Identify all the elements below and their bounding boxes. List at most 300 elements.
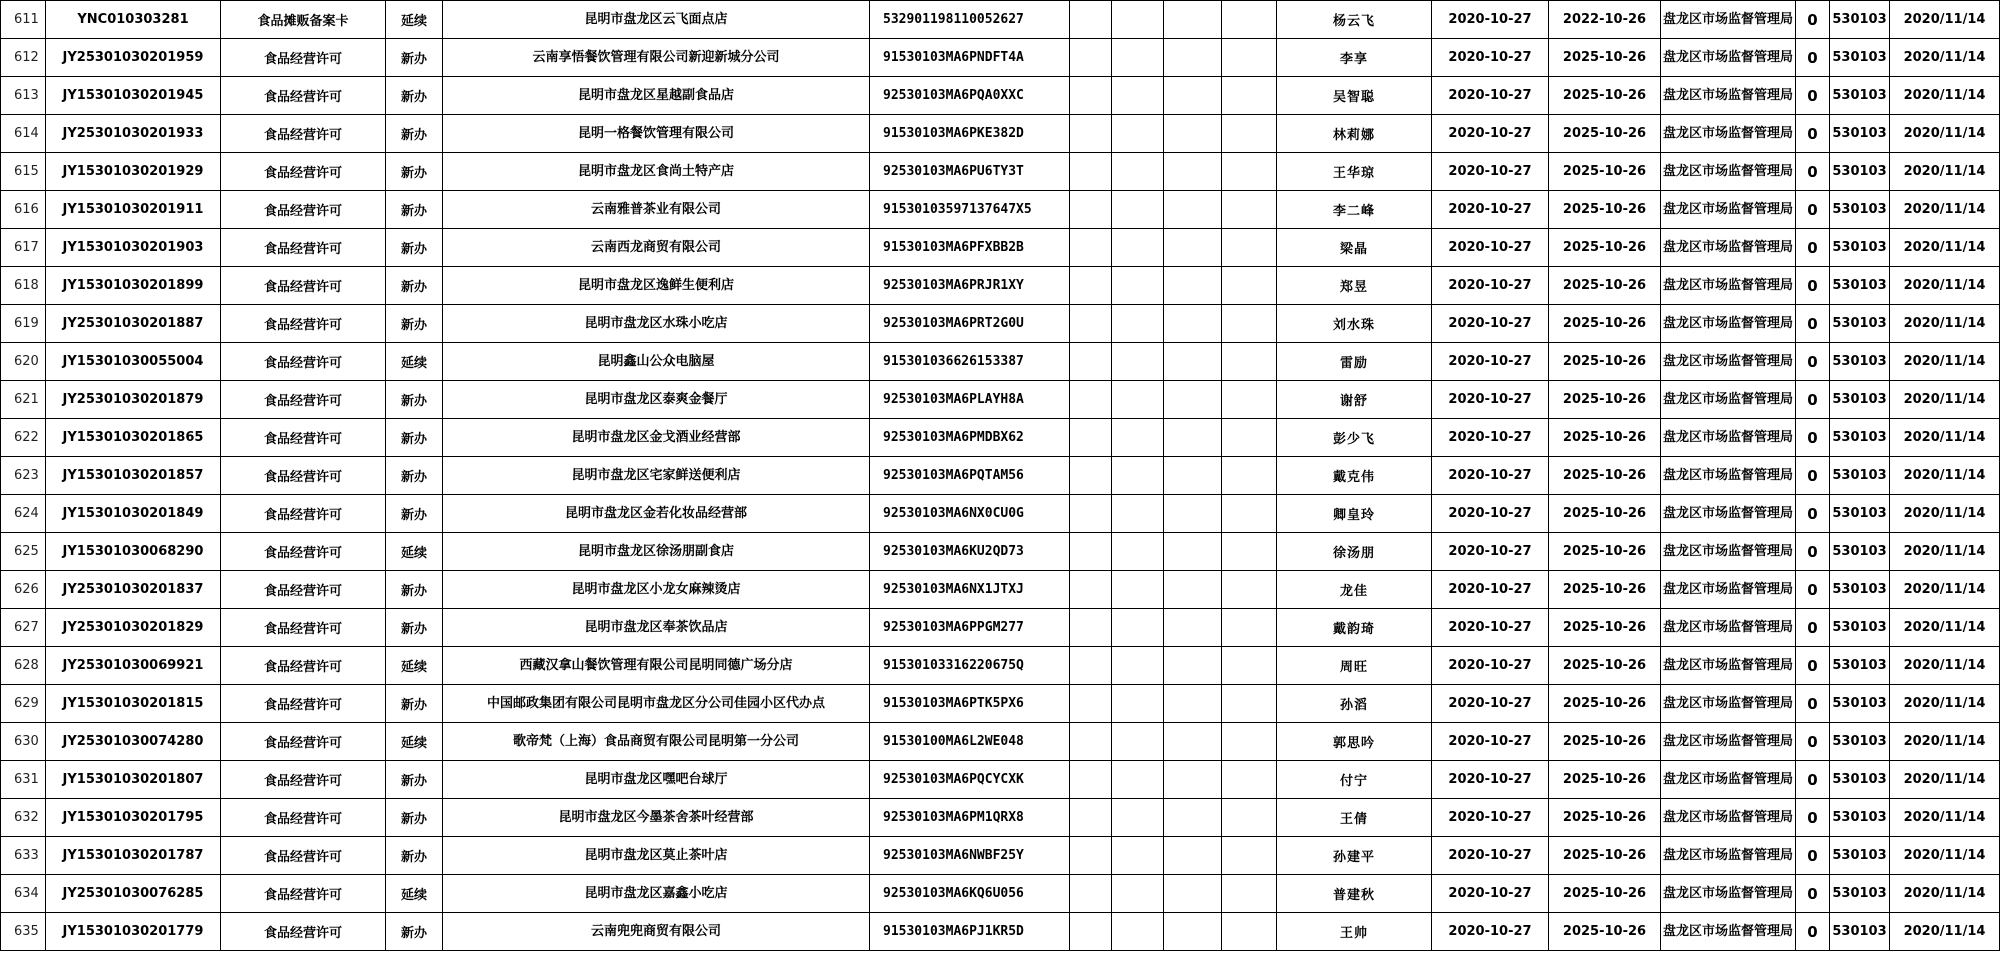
area-code-cell[interactable]: 530103 <box>1830 571 1890 609</box>
valid-from-cell[interactable]: 2020-10-27 <box>1432 723 1549 761</box>
business-name-cell[interactable]: 昆明鑫山公众电脑屋 <box>443 343 870 381</box>
publish-date-cell[interactable]: 2020/11/14 <box>1890 191 2000 229</box>
issuing-authority-cell[interactable]: 盘龙区市场监督管理局 <box>1661 305 1796 343</box>
business-name-cell[interactable]: 昆明市盘龙区云飞面点店 <box>443 1 870 39</box>
issuing-authority-cell[interactable]: 盘龙区市场监督管理局 <box>1661 1 1796 39</box>
issuing-authority-cell[interactable]: 盘龙区市场监督管理局 <box>1661 153 1796 191</box>
area-code-cell[interactable]: 530103 <box>1830 457 1890 495</box>
publish-date-cell[interactable]: 2020/11/14 <box>1890 77 2000 115</box>
valid-from-cell[interactable]: 2020-10-27 <box>1432 39 1549 77</box>
valid-from-cell[interactable]: 2020-10-27 <box>1432 495 1549 533</box>
empty-cell[interactable] <box>1222 647 1277 685</box>
status-code-cell[interactable]: 0 <box>1796 533 1830 571</box>
valid-from-cell[interactable]: 2020-10-27 <box>1432 533 1549 571</box>
legal-person-cell[interactable]: 戴克伟 <box>1277 457 1432 495</box>
legal-person-cell[interactable]: 雷励 <box>1277 343 1432 381</box>
valid-from-cell[interactable]: 2020-10-27 <box>1432 1 1549 39</box>
credit-code-cell[interactable]: 915301036626153387 <box>870 343 1070 381</box>
license-type-cell[interactable]: 食品经营许可 <box>221 419 386 457</box>
valid-from-cell[interactable]: 2020-10-27 <box>1432 799 1549 837</box>
valid-from-cell[interactable]: 2020-10-27 <box>1432 343 1549 381</box>
empty-cell[interactable] <box>1222 267 1277 305</box>
status-code-cell[interactable]: 0 <box>1796 77 1830 115</box>
valid-to-cell[interactable]: 2025-10-26 <box>1549 571 1661 609</box>
business-name-cell[interactable]: 歌帝梵（上海）食品商贸有限公司昆明第一分公司 <box>443 723 870 761</box>
issuing-authority-cell[interactable]: 盘龙区市场监督管理局 <box>1661 799 1796 837</box>
empty-cell[interactable] <box>1070 229 1112 267</box>
empty-cell[interactable] <box>1222 153 1277 191</box>
empty-cell[interactable] <box>1070 343 1112 381</box>
license-number-cell[interactable]: JY15301030201911 <box>46 191 221 229</box>
empty-cell[interactable] <box>1112 799 1164 837</box>
area-code-cell[interactable]: 530103 <box>1830 761 1890 799</box>
license-number-cell[interactable]: JY25301030069921 <box>46 647 221 685</box>
empty-cell[interactable] <box>1112 381 1164 419</box>
area-code-cell[interactable]: 530103 <box>1830 191 1890 229</box>
issuing-authority-cell[interactable]: 盘龙区市场监督管理局 <box>1661 609 1796 647</box>
apply-status-cell[interactable]: 新办 <box>386 305 443 343</box>
empty-cell[interactable] <box>1070 153 1112 191</box>
empty-cell[interactable] <box>1222 837 1277 875</box>
apply-status-cell[interactable]: 新办 <box>386 77 443 115</box>
status-code-cell[interactable]: 0 <box>1796 723 1830 761</box>
publish-date-cell[interactable]: 2020/11/14 <box>1890 419 2000 457</box>
empty-cell[interactable] <box>1112 761 1164 799</box>
row-number-cell[interactable]: 626 <box>1 571 46 609</box>
business-name-cell[interactable]: 昆明市盘龙区嘿吧台球厅 <box>443 761 870 799</box>
valid-to-cell[interactable]: 2025-10-26 <box>1549 115 1661 153</box>
legal-person-cell[interactable]: 王帅 <box>1277 913 1432 951</box>
empty-cell[interactable] <box>1112 533 1164 571</box>
empty-cell[interactable] <box>1164 1 1222 39</box>
empty-cell[interactable] <box>1222 723 1277 761</box>
empty-cell[interactable] <box>1112 837 1164 875</box>
empty-cell[interactable] <box>1070 533 1112 571</box>
empty-cell[interactable] <box>1070 1 1112 39</box>
publish-date-cell[interactable]: 2020/11/14 <box>1890 685 2000 723</box>
business-name-cell[interactable]: 昆明市盘龙区泰爽金餐厅 <box>443 381 870 419</box>
license-number-cell[interactable]: JY15301030201899 <box>46 267 221 305</box>
empty-cell[interactable] <box>1112 419 1164 457</box>
license-type-cell[interactable]: 食品经营许可 <box>221 837 386 875</box>
valid-from-cell[interactable]: 2020-10-27 <box>1432 191 1549 229</box>
row-number-cell[interactable]: 615 <box>1 153 46 191</box>
issuing-authority-cell[interactable]: 盘龙区市场监督管理局 <box>1661 837 1796 875</box>
empty-cell[interactable] <box>1112 343 1164 381</box>
business-name-cell[interactable]: 昆明市盘龙区金若化妆品经营部 <box>443 495 870 533</box>
area-code-cell[interactable]: 530103 <box>1830 229 1890 267</box>
area-code-cell[interactable]: 530103 <box>1830 381 1890 419</box>
valid-to-cell[interactable]: 2022-10-26 <box>1549 1 1661 39</box>
business-name-cell[interactable]: 昆明市盘龙区徐汤朋副食店 <box>443 533 870 571</box>
apply-status-cell[interactable]: 新办 <box>386 191 443 229</box>
apply-status-cell[interactable]: 新办 <box>386 799 443 837</box>
legal-person-cell[interactable]: 谢舒 <box>1277 381 1432 419</box>
issuing-authority-cell[interactable]: 盘龙区市场监督管理局 <box>1661 191 1796 229</box>
credit-code-cell[interactable]: 92530103MA6PU6TY3T <box>870 153 1070 191</box>
license-number-cell[interactable]: JY15301030201929 <box>46 153 221 191</box>
issuing-authority-cell[interactable]: 盘龙区市场监督管理局 <box>1661 457 1796 495</box>
empty-cell[interactable] <box>1164 115 1222 153</box>
empty-cell[interactable] <box>1222 571 1277 609</box>
status-code-cell[interactable]: 0 <box>1796 39 1830 77</box>
apply-status-cell[interactable]: 新办 <box>386 913 443 951</box>
credit-code-cell[interactable]: 92530103MA6PLAYH8A <box>870 381 1070 419</box>
business-name-cell[interactable]: 昆明市盘龙区宅家鲜送便利店 <box>443 457 870 495</box>
legal-person-cell[interactable]: 王倩 <box>1277 799 1432 837</box>
status-code-cell[interactable]: 0 <box>1796 267 1830 305</box>
area-code-cell[interactable]: 530103 <box>1830 875 1890 913</box>
license-number-cell[interactable]: JY25301030201959 <box>46 39 221 77</box>
empty-cell[interactable] <box>1164 457 1222 495</box>
empty-cell[interactable] <box>1112 115 1164 153</box>
valid-from-cell[interactable]: 2020-10-27 <box>1432 647 1549 685</box>
license-type-cell[interactable]: 食品经营许可 <box>221 495 386 533</box>
status-code-cell[interactable]: 0 <box>1796 343 1830 381</box>
empty-cell[interactable] <box>1222 115 1277 153</box>
valid-to-cell[interactable]: 2025-10-26 <box>1549 381 1661 419</box>
business-name-cell[interactable]: 昆明市盘龙区星越副食品店 <box>443 77 870 115</box>
status-code-cell[interactable]: 0 <box>1796 305 1830 343</box>
row-number-cell[interactable]: 634 <box>1 875 46 913</box>
empty-cell[interactable] <box>1222 343 1277 381</box>
area-code-cell[interactable]: 530103 <box>1830 305 1890 343</box>
empty-cell[interactable] <box>1164 761 1222 799</box>
row-number-cell[interactable]: 629 <box>1 685 46 723</box>
empty-cell[interactable] <box>1164 571 1222 609</box>
area-code-cell[interactable]: 530103 <box>1830 1 1890 39</box>
area-code-cell[interactable]: 530103 <box>1830 533 1890 571</box>
valid-from-cell[interactable]: 2020-10-27 <box>1432 115 1549 153</box>
valid-to-cell[interactable]: 2025-10-26 <box>1549 799 1661 837</box>
business-name-cell[interactable]: 云南雅普茶业有限公司 <box>443 191 870 229</box>
status-code-cell[interactable]: 0 <box>1796 115 1830 153</box>
apply-status-cell[interactable]: 新办 <box>386 419 443 457</box>
issuing-authority-cell[interactable]: 盘龙区市场监督管理局 <box>1661 647 1796 685</box>
empty-cell[interactable] <box>1222 685 1277 723</box>
valid-from-cell[interactable]: 2020-10-27 <box>1432 153 1549 191</box>
empty-cell[interactable] <box>1222 191 1277 229</box>
empty-cell[interactable] <box>1222 419 1277 457</box>
apply-status-cell[interactable]: 延续 <box>386 723 443 761</box>
empty-cell[interactable] <box>1070 305 1112 343</box>
business-name-cell[interactable]: 昆明一格餐饮管理有限公司 <box>443 115 870 153</box>
valid-to-cell[interactable]: 2025-10-26 <box>1549 229 1661 267</box>
publish-date-cell[interactable]: 2020/11/14 <box>1890 115 2000 153</box>
credit-code-cell[interactable]: 92530103MA6PPGM277 <box>870 609 1070 647</box>
empty-cell[interactable] <box>1112 1 1164 39</box>
license-number-cell[interactable]: JY15301030201815 <box>46 685 221 723</box>
license-type-cell[interactable]: 食品经营许可 <box>221 799 386 837</box>
legal-person-cell[interactable]: 王华琼 <box>1277 153 1432 191</box>
apply-status-cell[interactable]: 延续 <box>386 1 443 39</box>
empty-cell[interactable] <box>1164 191 1222 229</box>
license-type-cell[interactable]: 食品经营许可 <box>221 229 386 267</box>
empty-cell[interactable] <box>1112 229 1164 267</box>
publish-date-cell[interactable]: 2020/11/14 <box>1890 153 2000 191</box>
license-number-cell[interactable]: JY25301030201933 <box>46 115 221 153</box>
issuing-authority-cell[interactable]: 盘龙区市场监督管理局 <box>1661 229 1796 267</box>
empty-cell[interactable] <box>1070 419 1112 457</box>
publish-date-cell[interactable]: 2020/11/14 <box>1890 533 2000 571</box>
status-code-cell[interactable]: 0 <box>1796 191 1830 229</box>
row-number-cell[interactable]: 630 <box>1 723 46 761</box>
apply-status-cell[interactable]: 新办 <box>386 153 443 191</box>
empty-cell[interactable] <box>1164 419 1222 457</box>
credit-code-cell[interactable]: 92530103MA6KU2QD73 <box>870 533 1070 571</box>
area-code-cell[interactable]: 530103 <box>1830 495 1890 533</box>
apply-status-cell[interactable]: 新办 <box>386 267 443 305</box>
area-code-cell[interactable]: 530103 <box>1830 77 1890 115</box>
empty-cell[interactable] <box>1070 685 1112 723</box>
license-number-cell[interactable]: JY15301030201779 <box>46 913 221 951</box>
credit-code-cell[interactable]: 91530103MA6PFXBB2B <box>870 229 1070 267</box>
empty-cell[interactable] <box>1112 647 1164 685</box>
license-type-cell[interactable]: 食品经营许可 <box>221 761 386 799</box>
status-code-cell[interactable]: 0 <box>1796 761 1830 799</box>
license-type-cell[interactable]: 食品经营许可 <box>221 191 386 229</box>
area-code-cell[interactable]: 530103 <box>1830 153 1890 191</box>
license-number-cell[interactable]: JY25301030201887 <box>46 305 221 343</box>
empty-cell[interactable] <box>1112 39 1164 77</box>
credit-code-cell[interactable]: 92530103MA6PQCYCXK <box>870 761 1070 799</box>
empty-cell[interactable] <box>1070 723 1112 761</box>
apply-status-cell[interactable]: 新办 <box>386 685 443 723</box>
license-type-cell[interactable]: 食品摊贩备案卡 <box>221 1 386 39</box>
apply-status-cell[interactable]: 新办 <box>386 381 443 419</box>
license-type-cell[interactable]: 食品经营许可 <box>221 647 386 685</box>
valid-from-cell[interactable]: 2020-10-27 <box>1432 229 1549 267</box>
empty-cell[interactable] <box>1070 191 1112 229</box>
empty-cell[interactable] <box>1222 77 1277 115</box>
issuing-authority-cell[interactable]: 盘龙区市场监督管理局 <box>1661 419 1796 457</box>
area-code-cell[interactable]: 530103 <box>1830 609 1890 647</box>
valid-from-cell[interactable]: 2020-10-27 <box>1432 457 1549 495</box>
license-type-cell[interactable]: 食品经营许可 <box>221 723 386 761</box>
empty-cell[interactable] <box>1070 457 1112 495</box>
valid-from-cell[interactable]: 2020-10-27 <box>1432 305 1549 343</box>
license-number-cell[interactable]: JY15301030055004 <box>46 343 221 381</box>
area-code-cell[interactable]: 530103 <box>1830 39 1890 77</box>
publish-date-cell[interactable]: 2020/11/14 <box>1890 647 2000 685</box>
status-code-cell[interactable]: 0 <box>1796 457 1830 495</box>
license-type-cell[interactable]: 食品经营许可 <box>221 571 386 609</box>
credit-code-cell[interactable]: 92530103MA6PQTAM56 <box>870 457 1070 495</box>
empty-cell[interactable] <box>1222 381 1277 419</box>
issuing-authority-cell[interactable]: 盘龙区市场监督管理局 <box>1661 343 1796 381</box>
publish-date-cell[interactable]: 2020/11/14 <box>1890 229 2000 267</box>
publish-date-cell[interactable]: 2020/11/14 <box>1890 305 2000 343</box>
issuing-authority-cell[interactable]: 盘龙区市场监督管理局 <box>1661 571 1796 609</box>
valid-to-cell[interactable]: 2025-10-26 <box>1549 191 1661 229</box>
apply-status-cell[interactable]: 延续 <box>386 875 443 913</box>
empty-cell[interactable] <box>1222 457 1277 495</box>
row-number-cell[interactable]: 624 <box>1 495 46 533</box>
apply-status-cell[interactable]: 新办 <box>386 495 443 533</box>
legal-person-cell[interactable]: 梁晶 <box>1277 229 1432 267</box>
empty-cell[interactable] <box>1070 77 1112 115</box>
legal-person-cell[interactable]: 杨云飞 <box>1277 1 1432 39</box>
empty-cell[interactable] <box>1222 913 1277 951</box>
license-number-cell[interactable]: JY25301030074280 <box>46 723 221 761</box>
row-number-cell[interactable]: 617 <box>1 229 46 267</box>
row-number-cell[interactable]: 621 <box>1 381 46 419</box>
issuing-authority-cell[interactable]: 盘龙区市场监督管理局 <box>1661 533 1796 571</box>
valid-to-cell[interactable]: 2025-10-26 <box>1549 723 1661 761</box>
issuing-authority-cell[interactable]: 盘龙区市场监督管理局 <box>1661 77 1796 115</box>
publish-date-cell[interactable]: 2020/11/14 <box>1890 799 2000 837</box>
empty-cell[interactable] <box>1112 153 1164 191</box>
publish-date-cell[interactable]: 2020/11/14 <box>1890 571 2000 609</box>
empty-cell[interactable] <box>1112 685 1164 723</box>
legal-person-cell[interactable]: 林莉娜 <box>1277 115 1432 153</box>
issuing-authority-cell[interactable]: 盘龙区市场监督管理局 <box>1661 875 1796 913</box>
issuing-authority-cell[interactable]: 盘龙区市场监督管理局 <box>1661 723 1796 761</box>
publish-date-cell[interactable]: 2020/11/14 <box>1890 837 2000 875</box>
credit-code-cell[interactable]: 91530103597137647X5 <box>870 191 1070 229</box>
row-number-cell[interactable]: 627 <box>1 609 46 647</box>
status-code-cell[interactable]: 0 <box>1796 685 1830 723</box>
license-number-cell[interactable]: JY15301030068290 <box>46 533 221 571</box>
valid-to-cell[interactable]: 2025-10-26 <box>1549 533 1661 571</box>
status-code-cell[interactable]: 0 <box>1796 419 1830 457</box>
row-number-cell[interactable]: 616 <box>1 191 46 229</box>
status-code-cell[interactable]: 0 <box>1796 571 1830 609</box>
area-code-cell[interactable]: 530103 <box>1830 267 1890 305</box>
valid-to-cell[interactable]: 2025-10-26 <box>1549 837 1661 875</box>
empty-cell[interactable] <box>1164 875 1222 913</box>
row-number-cell[interactable]: 625 <box>1 533 46 571</box>
area-code-cell[interactable]: 530103 <box>1830 647 1890 685</box>
license-number-cell[interactable]: JY25301030201879 <box>46 381 221 419</box>
empty-cell[interactable] <box>1164 685 1222 723</box>
license-type-cell[interactable]: 食品经营许可 <box>221 875 386 913</box>
valid-from-cell[interactable]: 2020-10-27 <box>1432 685 1549 723</box>
license-number-cell[interactable]: JY25301030076285 <box>46 875 221 913</box>
legal-person-cell[interactable]: 卿皇玲 <box>1277 495 1432 533</box>
valid-to-cell[interactable]: 2025-10-26 <box>1549 39 1661 77</box>
publish-date-cell[interactable]: 2020/11/14 <box>1890 1 2000 39</box>
empty-cell[interactable] <box>1222 799 1277 837</box>
status-code-cell[interactable]: 0 <box>1796 875 1830 913</box>
valid-from-cell[interactable]: 2020-10-27 <box>1432 609 1549 647</box>
apply-status-cell[interactable]: 新办 <box>386 115 443 153</box>
area-code-cell[interactable]: 530103 <box>1830 685 1890 723</box>
credit-code-cell[interactable]: 92530103MA6NWBF25Y <box>870 837 1070 875</box>
license-type-cell[interactable]: 食品经营许可 <box>221 267 386 305</box>
credit-code-cell[interactable]: 91530103MA6PNDFT4A <box>870 39 1070 77</box>
issuing-authority-cell[interactable]: 盘龙区市场监督管理局 <box>1661 39 1796 77</box>
license-type-cell[interactable]: 食品经营许可 <box>221 343 386 381</box>
empty-cell[interactable] <box>1070 39 1112 77</box>
business-name-cell[interactable]: 昆明市盘龙区食尚土特产店 <box>443 153 870 191</box>
business-name-cell[interactable]: 昆明市盘龙区金戈酒业经营部 <box>443 419 870 457</box>
empty-cell[interactable] <box>1112 609 1164 647</box>
legal-person-cell[interactable]: 徐汤朋 <box>1277 533 1432 571</box>
empty-cell[interactable] <box>1222 1 1277 39</box>
legal-person-cell[interactable]: 刘水珠 <box>1277 305 1432 343</box>
status-code-cell[interactable]: 0 <box>1796 381 1830 419</box>
legal-person-cell[interactable]: 吴智聪 <box>1277 77 1432 115</box>
valid-to-cell[interactable]: 2025-10-26 <box>1549 153 1661 191</box>
area-code-cell[interactable]: 530103 <box>1830 343 1890 381</box>
credit-code-cell[interactable]: 92530103MA6PM1QRX8 <box>870 799 1070 837</box>
status-code-cell[interactable]: 0 <box>1796 609 1830 647</box>
license-number-cell[interactable]: JY25301030201837 <box>46 571 221 609</box>
status-code-cell[interactable]: 0 <box>1796 229 1830 267</box>
empty-cell[interactable] <box>1222 875 1277 913</box>
valid-to-cell[interactable]: 2025-10-26 <box>1549 305 1661 343</box>
license-number-cell[interactable]: JY15301030201787 <box>46 837 221 875</box>
empty-cell[interactable] <box>1070 267 1112 305</box>
empty-cell[interactable] <box>1164 305 1222 343</box>
license-number-cell[interactable]: YNC010303281 <box>46 1 221 39</box>
empty-cell[interactable] <box>1070 495 1112 533</box>
legal-person-cell[interactable]: 郭思吟 <box>1277 723 1432 761</box>
empty-cell[interactable] <box>1070 837 1112 875</box>
empty-cell[interactable] <box>1070 761 1112 799</box>
apply-status-cell[interactable]: 新办 <box>386 229 443 267</box>
business-name-cell[interactable]: 西藏汉拿山餐饮管理有限公司昆明同德广场分店 <box>443 647 870 685</box>
credit-code-cell[interactable]: 532901198110052627 <box>870 1 1070 39</box>
valid-to-cell[interactable]: 2025-10-26 <box>1549 875 1661 913</box>
row-number-cell[interactable]: 619 <box>1 305 46 343</box>
business-name-cell[interactable]: 云南兜兜商贸有限公司 <box>443 913 870 951</box>
empty-cell[interactable] <box>1164 723 1222 761</box>
publish-date-cell[interactable]: 2020/11/14 <box>1890 343 2000 381</box>
empty-cell[interactable] <box>1164 495 1222 533</box>
license-number-cell[interactable]: JY15301030201903 <box>46 229 221 267</box>
publish-date-cell[interactable]: 2020/11/14 <box>1890 761 2000 799</box>
row-number-cell[interactable]: 612 <box>1 39 46 77</box>
empty-cell[interactable] <box>1070 647 1112 685</box>
business-name-cell[interactable]: 昆明市盘龙区莫止茶叶店 <box>443 837 870 875</box>
row-number-cell[interactable]: 618 <box>1 267 46 305</box>
empty-cell[interactable] <box>1164 533 1222 571</box>
valid-to-cell[interactable]: 2025-10-26 <box>1549 913 1661 951</box>
empty-cell[interactable] <box>1164 647 1222 685</box>
license-number-cell[interactable]: JY15301030201865 <box>46 419 221 457</box>
empty-cell[interactable] <box>1222 39 1277 77</box>
empty-cell[interactable] <box>1222 761 1277 799</box>
row-number-cell[interactable]: 632 <box>1 799 46 837</box>
valid-from-cell[interactable]: 2020-10-27 <box>1432 837 1549 875</box>
empty-cell[interactable] <box>1164 229 1222 267</box>
license-type-cell[interactable]: 食品经营许可 <box>221 39 386 77</box>
publish-date-cell[interactable]: 2020/11/14 <box>1890 913 2000 951</box>
apply-status-cell[interactable]: 延续 <box>386 343 443 381</box>
legal-person-cell[interactable]: 龙佳 <box>1277 571 1432 609</box>
empty-cell[interactable] <box>1112 875 1164 913</box>
valid-from-cell[interactable]: 2020-10-27 <box>1432 913 1549 951</box>
valid-from-cell[interactable]: 2020-10-27 <box>1432 761 1549 799</box>
empty-cell[interactable] <box>1070 571 1112 609</box>
valid-from-cell[interactable]: 2020-10-27 <box>1432 381 1549 419</box>
valid-from-cell[interactable]: 2020-10-27 <box>1432 419 1549 457</box>
status-code-cell[interactable]: 0 <box>1796 799 1830 837</box>
empty-cell[interactable] <box>1112 77 1164 115</box>
publish-date-cell[interactable]: 2020/11/14 <box>1890 267 2000 305</box>
license-type-cell[interactable]: 食品经营许可 <box>221 77 386 115</box>
license-type-cell[interactable]: 食品经营许可 <box>221 115 386 153</box>
empty-cell[interactable] <box>1112 571 1164 609</box>
row-number-cell[interactable]: 633 <box>1 837 46 875</box>
apply-status-cell[interactable]: 新办 <box>386 457 443 495</box>
valid-to-cell[interactable]: 2025-10-26 <box>1549 77 1661 115</box>
issuing-authority-cell[interactable]: 盘龙区市场监督管理局 <box>1661 381 1796 419</box>
license-number-cell[interactable]: JY15301030201857 <box>46 457 221 495</box>
empty-cell[interactable] <box>1164 609 1222 647</box>
